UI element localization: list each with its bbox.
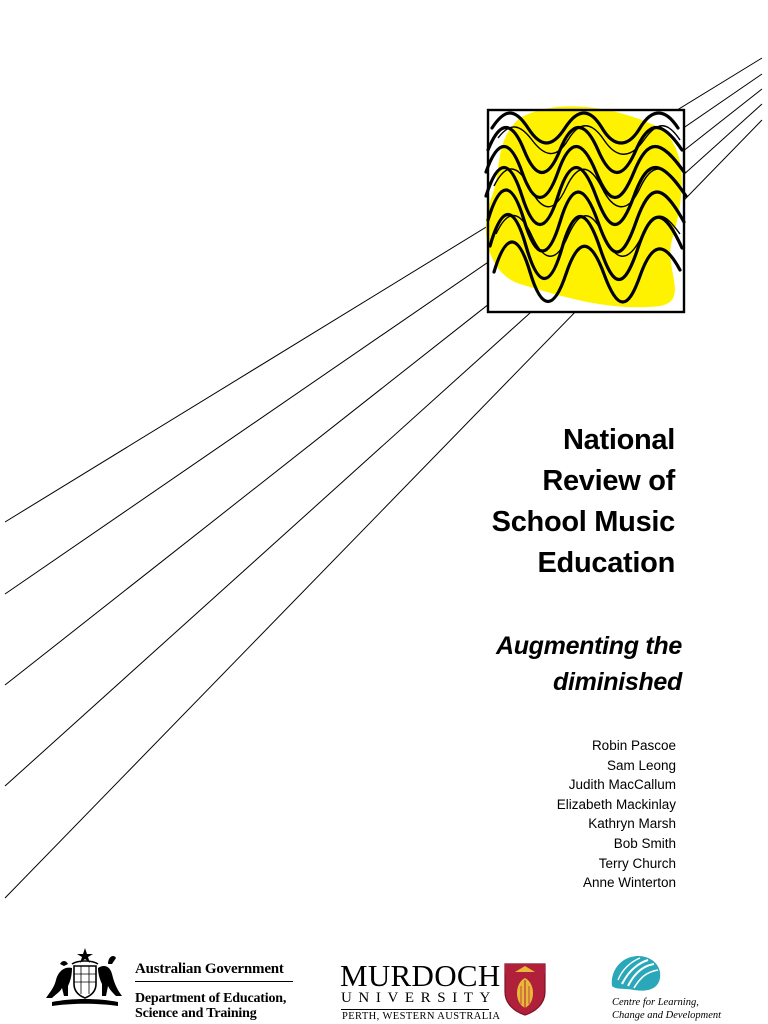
cover-artwork xyxy=(486,106,686,312)
cld-name-line-2: Change and Development xyxy=(612,1010,722,1021)
title-line: School Music xyxy=(491,506,675,538)
author-name: Sam Leong xyxy=(606,757,676,773)
author-name: Judith MacCallum xyxy=(568,777,676,793)
department-name-line-1: Department of Education, xyxy=(135,991,287,1006)
cld-emblem-icon xyxy=(606,950,668,994)
author-name: Kathryn Marsh xyxy=(588,816,676,832)
author-list xyxy=(557,736,676,893)
coat-of-arms-icon xyxy=(42,946,128,1010)
department-name-line-2: Science and Training xyxy=(135,1006,257,1021)
logo-divider xyxy=(341,1009,489,1010)
author-name: Bob Smith xyxy=(613,835,676,851)
government-name: Australian Government xyxy=(135,961,284,977)
murdoch-university-logo xyxy=(340,960,555,1024)
university-wordmark: UNIVERSITY xyxy=(341,990,497,1006)
australian-government-logo xyxy=(42,946,302,1022)
title-line: National xyxy=(563,424,675,456)
title-line: Education xyxy=(537,547,675,579)
murdoch-location: PERTH, WESTERN AUSTRALIA xyxy=(342,1011,501,1022)
title-line: Review of xyxy=(542,465,675,497)
logo-divider xyxy=(135,981,293,982)
subtitle-line: Augmenting the xyxy=(495,632,682,660)
cld-logo xyxy=(596,950,722,1024)
cld-name-line-1: Centre for Learning, xyxy=(612,997,699,1008)
author-name: Robin Pascoe xyxy=(591,738,676,753)
author-name: Elizabeth Mackinlay xyxy=(556,796,676,812)
artwork-yellow-shape xyxy=(486,106,682,307)
author-name: Anne Winterton xyxy=(582,875,676,891)
report-subtitle xyxy=(496,628,682,700)
author-name: Terry Church xyxy=(598,855,676,871)
subtitle-line: diminished xyxy=(553,668,682,696)
murdoch-wordmark: MURDOCH xyxy=(340,958,501,993)
report-title xyxy=(492,420,675,584)
murdoch-shield-icon xyxy=(503,962,547,1016)
